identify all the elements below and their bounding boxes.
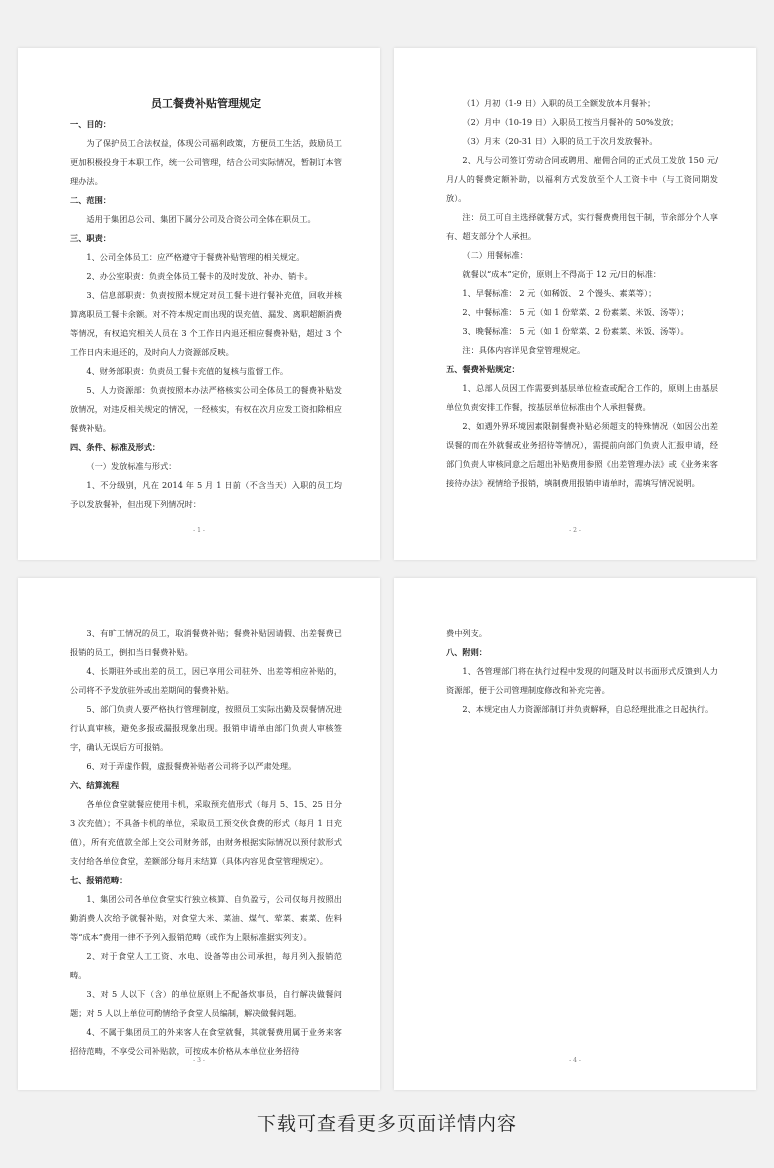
section-heading: 四、条件、标准及形式： — [70, 442, 161, 452]
section-heading: 八、附则： — [446, 647, 487, 657]
page-content — [446, 94, 718, 493]
paragraph: 5、部门负责人要严格执行管理制度，按照员工实际出勤及误餐情况进行认真审核，避免多报或漏报现象出现。报销申请单由部门负责人审核签字，确认无误后方可报销。 — [70, 704, 342, 752]
document-page-1 — [18, 48, 380, 560]
paragraph: 适用于集团总公司、集团下属分公司及合资公司全体在职员工。 — [86, 214, 316, 224]
section-heading: 六、结算流程 — [70, 780, 120, 790]
paragraph: 2、中餐标准： 5 元（如 1 份荤菜、2 份素菜、米饭、汤等）； — [462, 307, 689, 317]
page-content — [70, 624, 342, 1061]
paragraph: 1、不分级别，凡在 2014 年 5 月 1 日前（不含当天）入职的员工均予以发放餐补，但出现下列情况时： — [70, 480, 342, 509]
paragraph: 3、晚餐标准： 5 元（如 1 份荤菜、2 份素菜、米饭、汤等）。 — [462, 326, 689, 336]
paragraph: 1、早餐标准： 2 元（如稀饭、 2 个馒头、素菜等）； — [462, 288, 657, 298]
section-heading: 一、目的： — [70, 119, 111, 129]
paragraph: （3）月末（20-31 日）入职的员工于次月发放餐补。 — [462, 136, 658, 146]
paragraph: 注：员工可自主选择就餐方式，实行餐费费用包干制，节余部分个人享有、超支部分个人承担。 — [446, 212, 718, 241]
paragraph: 1、各管理部门将在执行过程中发现的问题及时以书面形式反馈到人力资源部，便于公司管理制度修改和补充完善。 — [446, 666, 718, 695]
paragraph: 2、对于食堂人工工资、水电、设备等由公司承担，每月列入报销范畴。 — [70, 951, 342, 980]
document-title: 员工餐费补贴管理规定 — [151, 97, 261, 110]
paragraph: 6、对于弄虚作假，虚报餐费补贴者公司将予以严肃处理。 — [86, 761, 297, 771]
paragraph: （一）发放标准与形式： — [86, 461, 177, 471]
section-heading: 二、范围： — [70, 195, 111, 205]
page-number: - 1 - — [193, 527, 205, 534]
page-content — [446, 624, 718, 719]
section-heading: 七、报销范畴： — [70, 875, 128, 885]
download-prompt[interactable]: 下载可查看更多页面详情内容 — [256, 1113, 517, 1135]
page-number: - 2 - — [569, 527, 581, 534]
section-heading: 三、职责： — [70, 233, 111, 243]
paragraph: 1、集团公司各单位食堂实行独立核算、自负盈亏，公司仅每月按照出勤消费人次给予就餐补贴，对食堂大米、菜油、煤气、荤菜、素菜、佐料等“成本”费用一律不予列入报销范畴（或作为上限标准据实列支）。 — [70, 894, 342, 942]
paragraph: 2、如遇外界环境因素限制餐费补贴必须超支的特殊情况（如因公出差误餐的而在外就餐或业务招待等情况），需提前向部门负责人汇报申请，经部门负责人审核同意之后超出补贴费用参照《出差管理办法》或《业务来客接待办法》视情给予报销，填制费用报销申请单时，需填写情况说明。 — [446, 421, 718, 488]
paragraph: 2、凡与公司签订劳动合同或聘用、雇佣合同的正式员工发放 150 元/月/人的餐费定额补助，以福利方式发放至个人工资卡中（与工资同期发放）。 — [446, 155, 718, 203]
paragraph: 2、本规定由人力资源部制订并负责解释，自总经理批准之日起执行。 — [462, 704, 714, 714]
paragraph: 1、总部人员因工作需要到基层单位检查或配合工作的，原则上由基层单位负责安排工作餐，按基层单位标准由个人承担餐费。 — [446, 383, 718, 412]
paragraph: 3、对 5 人以下（含）的单位原则上不配备炊事员，自行解决做餐问题；对 5 人以上单位可酌情给予食堂人员编制，解决做餐问题。 — [70, 989, 342, 1018]
paragraph: （二）用餐标准： — [462, 250, 528, 260]
paragraph: 4、长期驻外或出差的员工，因已享用公司驻外、出差等相应补贴的，公司将不予发放驻外或出差期间的餐费补贴。 — [70, 666, 342, 695]
paragraph: 2、办公室职责：负责全体员工餐卡的及时发放、补办、销卡。 — [86, 271, 313, 281]
document-page-3 — [18, 578, 380, 1090]
page-number: - 4 - — [569, 1057, 581, 1064]
paragraph: 就餐以“成本”定价，原则上不得高于 12 元/日的标准： — [462, 269, 662, 279]
paragraph: 4、不属于集团员工的外来客人在食堂就餐，其就餐费用属于业务来客招待范畴，不享受公司补贴款，可按成本价格从本单位业务招待 — [70, 1027, 342, 1056]
paragraph: （2）月中（10-19 日）入职员工按当月餐补的 50%发放； — [462, 117, 679, 127]
section-heading: 五、餐费补贴规定： — [446, 364, 520, 374]
page-number: - 3 - — [193, 1057, 205, 1064]
paragraph: 为了保护员工合法权益，体现公司福利政策，方便员工生活，鼓励员工更加积极投身于本职工作，统一公司管理，结合公司实际情况，暂制订本管理办法。 — [70, 138, 342, 186]
page-content — [70, 92, 342, 514]
paragraph: 1、公司全体员工：应严格遵守于餐费补贴管理的相关规定。 — [86, 252, 305, 262]
paragraph: 注：具体内容详见食堂管理规定。 — [462, 345, 586, 355]
paragraph: 4、财务部职责：负责员工餐卡充值的复核与监督工作。 — [86, 366, 289, 376]
document-page-2 — [394, 48, 756, 560]
paragraph: 5、人力资源部：负责按照本办法严格核实公司全体员工的餐费补贴发放情况，对违反相关规定的情况，一经核实，有权在次月应发工资扣除相应餐费补贴。 — [70, 385, 342, 433]
document-page-4 — [394, 578, 756, 1090]
paragraph: （1）月初（1-9 日）入职的员工全额发放本月餐补； — [462, 98, 656, 108]
paragraph: 3、有旷工情况的员工，取消餐费补贴；餐费补贴因请假、出差餐费已报销的员工，倒扣当日餐费补贴。 — [70, 628, 342, 657]
paragraph: 费中列支。 — [446, 628, 487, 638]
paragraph: 各单位食堂就餐应使用卡机，采取预充值形式（每月 5、15、25 日分 3 次充值）；不具备卡机的单位，采取员工预交伙食费的形式（每月 1 日充值），所有充值款全部上交公司财务部，由财务根据实际情况以预付款形式支付给各单位食堂，差额部分每月末结算（具体内容见食堂管理规定）。 — [70, 799, 342, 866]
paragraph: 3、信息部职责：负责按照本规定对员工餐卡进行餐补充值，回收并核算离职员工餐卡余额。对不符本规定而出现的误充值、漏发、离职超额消费等情况，有权追究相关人员在 3 个工作日内退还相应餐费补贴，超过 3 个工作日内未退还的，及时向人力资源部反映。 — [70, 290, 342, 357]
